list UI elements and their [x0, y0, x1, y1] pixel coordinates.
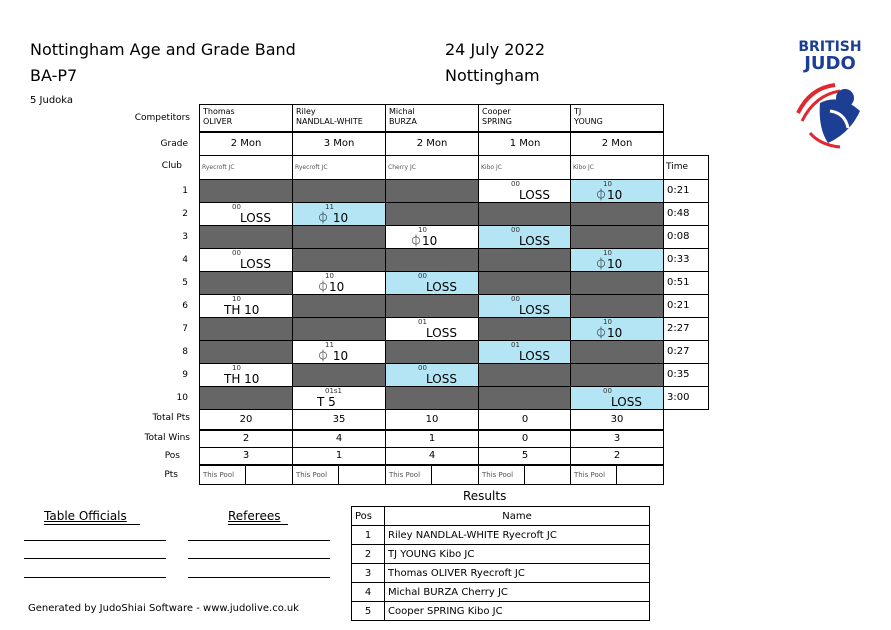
competitor-position: 4	[385, 447, 479, 465]
match-score-cell	[570, 317, 664, 341]
win-score: TH 10	[224, 372, 260, 386]
match-score-cell	[478, 386, 572, 410]
loss-label: LOSS	[240, 211, 271, 225]
score-detail: 00	[232, 249, 241, 257]
competitor-grade: 1 Mon	[478, 132, 572, 156]
match-score-cell	[292, 202, 386, 226]
match-score-cell	[385, 248, 479, 272]
match-score-cell	[199, 271, 293, 295]
results-row	[352, 583, 650, 602]
match-score-cell	[385, 225, 479, 249]
competitor-position: 2	[570, 447, 664, 465]
score-detail: 10	[418, 226, 427, 234]
score-detail: 00	[511, 226, 520, 234]
match-number: 7	[182, 324, 188, 334]
score-detail: 01s1	[325, 387, 343, 395]
competitor-first-name: Michal	[389, 107, 415, 116]
match-score-cell	[570, 363, 664, 387]
match-score-cell	[199, 363, 293, 387]
win-score: TH 10	[224, 303, 260, 317]
competitor-first-name: TJ	[574, 107, 582, 116]
match-score-cell	[570, 340, 664, 364]
label-total-pts: Total Pts	[152, 413, 190, 423]
match-time: 3:00	[663, 386, 709, 410]
competitor-total-pts: 20	[199, 409, 293, 430]
competitor-this-pool: This Pool	[292, 465, 386, 485]
score-detail: 10	[232, 295, 241, 303]
judoka-count: 5 Judoka	[30, 95, 74, 106]
event-place: Nottingham	[445, 66, 540, 85]
match-score-cell	[199, 225, 293, 249]
time-header: Time	[663, 155, 709, 180]
match-score-cell	[292, 317, 386, 341]
match-time: 0:48	[663, 202, 709, 226]
competitor-total-wins: 0	[478, 430, 572, 448]
competitor-this-pool: This Pool	[478, 465, 572, 485]
win-score: ⏀10	[410, 234, 438, 248]
score-detail: 10	[603, 318, 612, 326]
referees-label: Referees	[228, 509, 281, 523]
results-pos: 2	[352, 545, 385, 564]
referee-signature-line[interactable]	[188, 558, 330, 559]
results-pos: 4	[352, 583, 385, 602]
competitor-club: Cherry JC	[385, 155, 479, 180]
competitor-total-wins: 4	[292, 430, 386, 448]
label-grade: Grade	[160, 139, 188, 149]
loss-label: LOSS	[426, 372, 457, 386]
match-score-cell	[199, 248, 293, 272]
results-pos: 3	[352, 564, 385, 583]
results-row	[352, 526, 650, 545]
event-title: Nottingham Age and Grade Band	[30, 40, 296, 59]
match-score-cell	[478, 294, 572, 318]
results-row	[352, 545, 650, 564]
score-detail: 10	[603, 249, 612, 257]
match-score-cell	[385, 294, 479, 318]
competitor-total-wins: 3	[570, 430, 664, 448]
match-number: 5	[182, 278, 188, 288]
logo-text-british: BRITISH	[798, 39, 862, 55]
match-number: 6	[182, 301, 188, 311]
match-number: 3	[182, 232, 188, 242]
match-score-cell	[199, 340, 293, 364]
competitor-grade: 2 Mon	[570, 132, 664, 156]
competitor-grade: 2 Mon	[385, 132, 479, 156]
win-score: ⏀10	[595, 257, 623, 271]
win-score: T 5	[317, 395, 336, 409]
competitor-first-name: Cooper	[482, 107, 511, 116]
win-score: ⏀10	[595, 188, 623, 202]
competitor-name-cell	[385, 104, 479, 132]
win-score: ⏀10	[595, 326, 623, 340]
competitor-last-name: SPRING	[482, 117, 513, 126]
match-time: 2:27	[663, 317, 709, 341]
match-score-cell	[199, 317, 293, 341]
competitor-club: Kibo JC	[570, 155, 664, 180]
score-detail: 11	[325, 341, 334, 349]
results-header-name: Name	[385, 507, 650, 526]
match-time: 0:08	[663, 225, 709, 249]
competitor-position: 1	[292, 447, 386, 465]
match-score-cell	[292, 248, 386, 272]
score-detail: 10	[232, 364, 241, 372]
results-name: Cooper SPRING Kibo JC	[385, 602, 650, 621]
match-score-cell	[385, 386, 479, 410]
competitor-first-name: Thomas	[203, 107, 235, 116]
results-name: TJ YOUNG Kibo JC	[385, 545, 650, 564]
match-number: 9	[182, 370, 188, 380]
score-detail: 00	[511, 295, 520, 303]
match-score-cell	[570, 271, 664, 295]
score-detail: 01	[511, 341, 520, 349]
this-pool-divider	[431, 465, 432, 485]
competitor-name-cell	[570, 104, 664, 132]
match-score-cell	[199, 294, 293, 318]
this-pool-divider	[524, 465, 525, 485]
results-pos: 5	[352, 602, 385, 621]
competitor-total-wins: 1	[385, 430, 479, 448]
match-time: 0:33	[663, 248, 709, 272]
match-score-cell	[292, 271, 386, 295]
results-row	[352, 602, 650, 621]
competitor-club: Ryecroft JC	[199, 155, 293, 180]
competitor-last-name: BURZA	[389, 117, 417, 126]
match-number: 1	[182, 186, 188, 196]
competitor-name-cell	[292, 104, 386, 132]
match-time: 0:35	[663, 363, 709, 387]
match-score-cell	[478, 179, 572, 203]
competitor-club: Kibo JC	[478, 155, 572, 180]
loss-label: LOSS	[519, 303, 550, 317]
loss-label: LOSS	[611, 395, 642, 409]
score-detail: 00	[418, 272, 427, 280]
match-score-cell	[199, 179, 293, 203]
match-score-cell	[478, 248, 572, 272]
match-score-cell	[478, 317, 572, 341]
british-judo-logo	[790, 40, 870, 155]
results-title: Results	[463, 489, 507, 503]
label-competitors: Competitors	[134, 113, 190, 123]
score-detail: 00	[511, 180, 520, 188]
match-score-cell	[292, 386, 386, 410]
loss-label: LOSS	[426, 326, 457, 340]
match-number: 4	[182, 255, 188, 265]
results-name: Riley NANDLAL-WHITE Ryecroft JC	[385, 526, 650, 545]
match-score-cell	[292, 363, 386, 387]
competitor-total-pts: 0	[478, 409, 572, 430]
match-score-cell	[385, 340, 479, 364]
logo-text-judo: JUDO	[804, 53, 856, 74]
results-table	[351, 506, 650, 621]
match-time: 0:27	[663, 340, 709, 364]
competitor-this-pool: This Pool	[199, 465, 293, 485]
match-score-cell	[292, 340, 386, 364]
match-score-cell	[570, 179, 664, 203]
loss-label: LOSS	[519, 349, 550, 363]
match-score-cell	[570, 294, 664, 318]
judoka-emblem-icon	[790, 73, 870, 153]
score-detail: 01	[418, 318, 427, 326]
match-score-cell	[478, 225, 572, 249]
score-detail: 00	[418, 364, 427, 372]
loss-label: LOSS	[519, 188, 550, 202]
score-detail: 10	[603, 180, 612, 188]
match-score-cell	[385, 363, 479, 387]
match-score-cell	[292, 294, 386, 318]
score-detail: 10	[325, 272, 334, 280]
match-score-cell	[385, 179, 479, 203]
match-score-cell	[570, 202, 664, 226]
official-signature-line[interactable]	[24, 558, 166, 559]
competitor-club: Ryecroft JC	[292, 155, 386, 180]
match-score-cell	[199, 202, 293, 226]
competitor-name-cell	[199, 104, 293, 132]
competitor-position: 3	[199, 447, 293, 465]
match-number: 8	[182, 347, 188, 357]
official-signature-line[interactable]	[24, 540, 166, 541]
label-pos: Pos	[164, 451, 180, 461]
competitor-first-name: Riley	[296, 107, 316, 116]
referee-signature-line[interactable]	[188, 540, 330, 541]
match-score-cell	[199, 386, 293, 410]
win-score: ⏀ 10	[317, 349, 349, 363]
referee-signature-line[interactable]	[188, 577, 330, 578]
match-score-cell	[570, 225, 664, 249]
label-total-wins: Total Wins	[144, 433, 190, 443]
competitor-total-pts: 35	[292, 409, 386, 430]
competitor-total-pts: 30	[570, 409, 664, 430]
match-score-cell	[385, 202, 479, 226]
competitor-this-pool: This Pool	[570, 465, 664, 485]
match-number: 2	[182, 209, 188, 219]
competitor-last-name: NANDLAL-WHITE	[296, 117, 363, 126]
official-signature-line[interactable]	[24, 577, 166, 578]
match-score-cell	[292, 225, 386, 249]
footer-generated-by: Generated by JudoShiai Software - www.judolive.co.uk	[28, 603, 299, 614]
results-header-pos: Pos	[352, 507, 385, 526]
label-pts: Pts	[164, 470, 178, 480]
match-score-cell	[570, 248, 664, 272]
match-score-cell	[478, 363, 572, 387]
table-officials-underline	[44, 524, 140, 525]
competitor-position: 5	[478, 447, 572, 465]
loss-label: LOSS	[519, 234, 550, 248]
results-name: Michal BURZA Cherry JC	[385, 583, 650, 602]
score-detail: 00	[603, 387, 612, 395]
referees-underline	[228, 524, 288, 525]
loss-label: LOSS	[426, 280, 457, 294]
competitor-grade: 2 Mon	[199, 132, 293, 156]
score-detail: 00	[232, 203, 241, 211]
win-score: ⏀10	[317, 280, 345, 294]
this-pool-divider	[245, 465, 246, 485]
competitor-total-wins: 2	[199, 430, 293, 448]
match-time: 0:21	[663, 179, 709, 203]
match-score-cell	[570, 386, 664, 410]
match-score-cell	[478, 202, 572, 226]
match-score-cell	[385, 317, 479, 341]
score-detail: 11	[325, 203, 334, 211]
match-score-cell	[478, 340, 572, 364]
event-date: 24 July 2022	[445, 40, 546, 59]
this-pool-divider	[338, 465, 339, 485]
pool-name: BA-P7	[30, 66, 78, 85]
competitor-this-pool: This Pool	[385, 465, 479, 485]
match-score-cell	[385, 271, 479, 295]
match-score-cell	[478, 271, 572, 295]
label-club: Club	[161, 161, 182, 171]
match-time: 0:51	[663, 271, 709, 295]
competitor-name-cell	[478, 104, 572, 132]
loss-label: LOSS	[240, 257, 271, 271]
results-pos: 1	[352, 526, 385, 545]
table-officials-label: Table Officials	[44, 509, 127, 523]
competitor-total-pts: 10	[385, 409, 479, 430]
competitor-grade: 3 Mon	[292, 132, 386, 156]
match-score-cell	[292, 179, 386, 203]
this-pool-divider	[616, 465, 617, 485]
win-score: ⏀ 10	[317, 211, 349, 225]
competitor-last-name: YOUNG	[574, 117, 603, 126]
competitor-last-name: OLIVER	[203, 117, 233, 126]
match-time: 0:21	[663, 294, 709, 318]
results-name: Thomas OLIVER Ryecroft JC	[385, 564, 650, 583]
results-row	[352, 564, 650, 583]
match-number: 10	[176, 393, 188, 403]
